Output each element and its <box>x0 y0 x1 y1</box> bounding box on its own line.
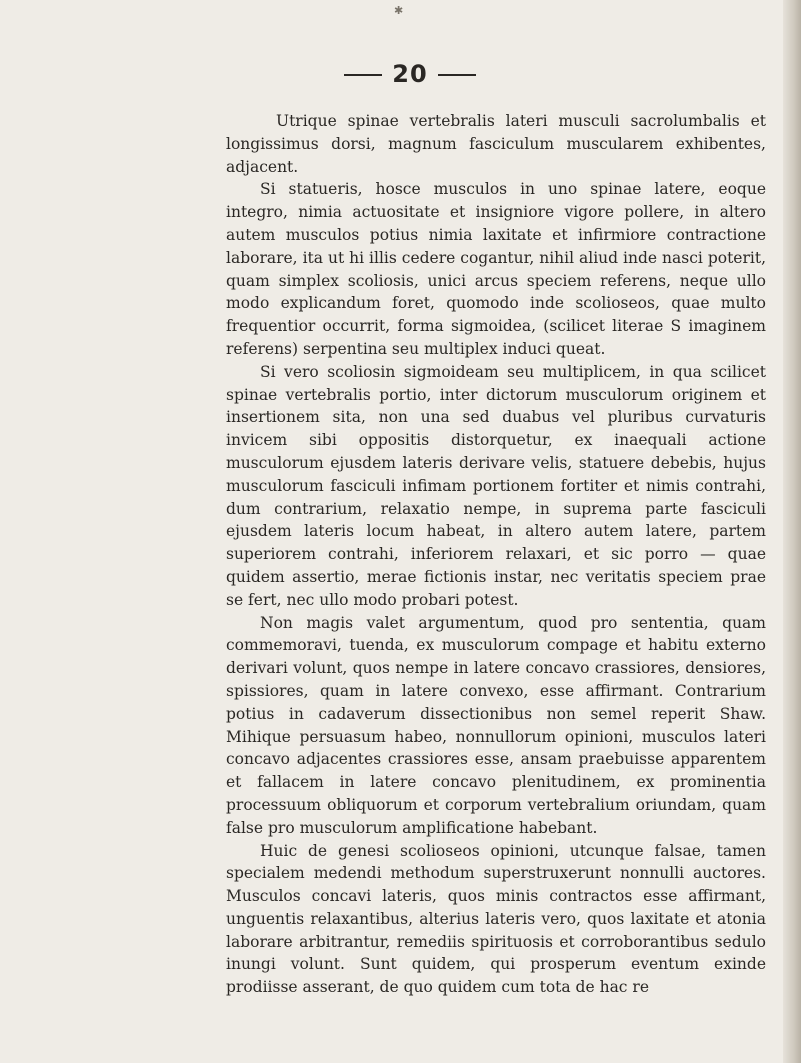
page-number: 20 <box>392 60 428 88</box>
paragraph: Si vero scoliosin sigmoideam seu multiplicem, in qua scilicet spinae vertebralis portio, inter dictorum musculorum originem et insertionem sita, non una sed duabus vel pluribus curvaturis invicem sibi oppositis distorquetur, ex inaequali actione musculorum ejusdem lateris derivare velis, statuere debebis, hujus musculorum fasciculi infimam portionem fortiter et nimis contrahi, dum contrarium, relaxatio nempe, in suprema parte fasciculi ejusdem lateris locum habeat, in altero autem latere, partem superiorem contrahi, inferiorem relaxari, et sic porro — quae quidem assertio, merae fictionis instar, nec veritatis speciem prae se fert, nec ullo modo probari potest. <box>226 362 766 609</box>
page-header <box>330 58 490 89</box>
body-text <box>226 110 766 999</box>
paragraph: Huic de genesi scolioseos opinioni, utcunque falsae, tamen specialem medendi methodum superstruxerunt nonnulli auctores. Musculos concavi lateris, quos minis contractos esse affirmant, unguentis relaxantibus, alterius lateris vero, quos laxitate et atonia laborare arbitrantur, remediis spirituosis et corroborantibus sedulo inungi volunt. Sunt quidem, qui prosperum eventum exinde prodiisse asserant, de quo quidem cum tota de hac re <box>226 841 766 997</box>
paragraph: Utrique spinae vertebralis lateri musculi sacrolumbalis et longissimus dorsi, magnum fasciculum muscularem exhibentes, adjacent. <box>226 112 766 176</box>
paragraph: Non magis valet argumentum, quod pro sententia, quam commemoravi, tuenda, ex musculorum compage et habitu externo derivari volunt, quos nempe in latere concavo crassiores, densiores, spissiores, quam in latere convexo, esse affirmant. Contrarium potius in cadaverum dissectionibus non semel reperit Shaw. Mihique persuasum habeo, nonnullorum opinioni, musculos lateri concavo adjacentes crassiores esse, ansam praebuisse apparentem et fallacem in latere concavo plenitudinem, ex prominentia processuum obliquorum et corporum vertebralium oriundam, quam false pro musculorum amplificatione habebant. <box>226 613 766 837</box>
page-edge-shadow <box>783 0 801 1063</box>
header-dash-right <box>438 74 476 76</box>
paragraph: Si statueris, hosce musculos in uno spinae latere, eoque integro, nimia actuositate et insigniore vigore pollere, in altero autem musculos potius nimia laxitate et infirmiore contractione laborare, ita ut hi illis cedere cogantur, nihil aliud inde nasci poterit, quam simplex scoliosis, unici arcus speciem referens, neque ullo modo explicandum foret, quomodo inde scolioseos, quae multo frequentior occurrit, forma sigmoidea, (scilicet literae S imaginem referens) serpentina seu multiplex induci queat. <box>226 180 766 358</box>
ink-speck: ✱ <box>394 4 404 17</box>
header-dash-left <box>344 74 382 76</box>
